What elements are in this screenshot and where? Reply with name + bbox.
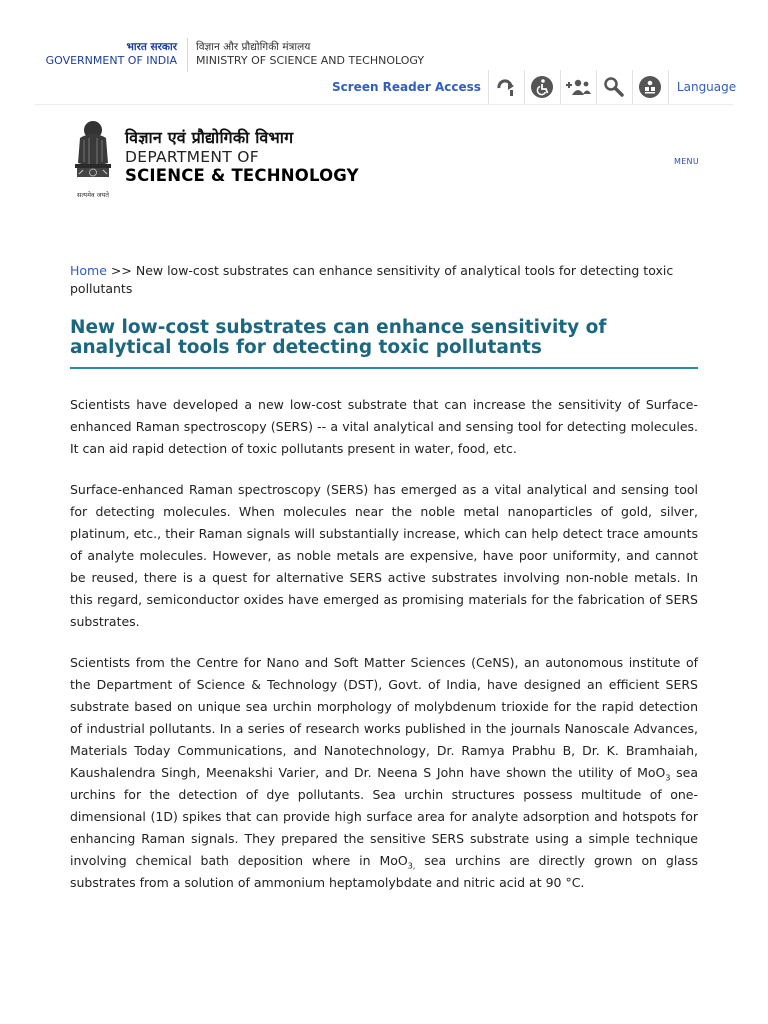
ministry-link[interactable] (196, 40, 424, 68)
ministry-hindi: विज्ञान और प्रौद्योगिकी मंत्रालय (196, 41, 311, 53)
header-divider (35, 104, 733, 105)
ministry-english: MINISTRY OF SCIENCE AND TECHNOLOGY (196, 54, 425, 67)
title-underline (70, 367, 698, 369)
gov-of-india-link[interactable] (46, 40, 177, 68)
government-strip (0, 38, 768, 74)
emblem-motto: सत्यमेव जयते (77, 191, 109, 199)
breadcrumb-home-link[interactable]: Home (70, 263, 107, 278)
language-selector[interactable]: Language (676, 80, 737, 94)
department-line2: SCIENCE & TECHNOLOGY (125, 166, 359, 185)
article-body (70, 394, 698, 913)
skip-to-content-icon[interactable] (489, 70, 525, 104)
paragraph-3: Scientists from the Centre for Nano and Soft Matter Sciences (CeNS), an autonomous institute of the Department of Science & Technology (DST), Govt. of India, have designed an efficient SERS substrate based on unique sea urchin morphology of molybdenum trioxide for the rapid detection of industrial pollutants. In a series of research works published in the journals Nanoscale Advances, Materials Today Communications, and Nanotechnology, Dr. Ramya Prabhu B, Dr. K. Bramhaiah, Kaushalendra Singh, Meenakshi Varier, and Dr. Neena S John have shown the utility of MoO$_3$ sea urchins for the detection of dye pollutants. Sea urchin structures possess multitude of one-dimensional (1D) spikes that can provide high surface area for analyte adsorption and hotspots for enhancing Raman signals. They prepared the sensitive SERS substrate using a simple technique involving chemical bath deposition where in MoO$_{3,}$ sea urchins are directly grown on glass substrates from a solution of ammonium heptamolybdate and nitric acid at 90 °C. (70, 655, 699, 890)
paragraph-1: Scientists have developed a new low-cost substrate that can increase the sensitivity of Surface-enhanced Raman spectroscopy (SERS) -- a vital analytical and sensing tool for detecting molecules. It can aid rapid detection of toxic pollutants present in water, food, etc. (70, 397, 698, 456)
dst-logo[interactable] (70, 118, 360, 202)
department-name (125, 128, 359, 186)
gov-hindi: भारत सरकार (126, 41, 177, 53)
utility-bar (325, 70, 744, 104)
department-line1: DEPARTMENT OF (125, 148, 259, 166)
national-emblem-icon (70, 118, 116, 202)
divider (187, 38, 188, 72)
accessibility-icon[interactable] (525, 70, 561, 104)
menu-button[interactable]: MENU (674, 157, 699, 166)
gov-english: GOVERNMENT OF INDIA (45, 54, 177, 67)
breadcrumb (70, 262, 698, 298)
paragraph-2: Surface-enhanced Raman spectroscopy (SERS) has emerged as a vital analytical and sensing tool for detecting molecules. When molecules near the noble metal nanoparticles of gold, silver, platinum, etc., their Raman signals will substantially increase, which can help detect trace amounts of analyte molecules. However, as noble metals are expensive, have poor uniformity, and cannot be reused, there is a quest for alternative SERS active substrates involving non-noble metals. In this regard, semiconductor oxides have emerged as promising materials for the fabrication of SERS substrates. (70, 482, 698, 629)
social-icon[interactable] (633, 70, 669, 104)
search-icon[interactable] (597, 70, 633, 104)
sitemap-icon[interactable] (561, 70, 597, 104)
page-title: New low-cost substrates can enhance sensitivity of analytical tools for detecting toxic pollutants (70, 317, 607, 358)
department-hindi: विज्ञान एवं प्रौद्योगिकी विभाग (125, 128, 294, 147)
breadcrumb-separator: >> (110, 263, 132, 278)
breadcrumb-current: New low-cost substrates can enhance sensitivity of analytical tools for detecting toxic pollutants (70, 263, 674, 296)
screen-reader-access-link[interactable]: Screen Reader Access (325, 70, 489, 104)
